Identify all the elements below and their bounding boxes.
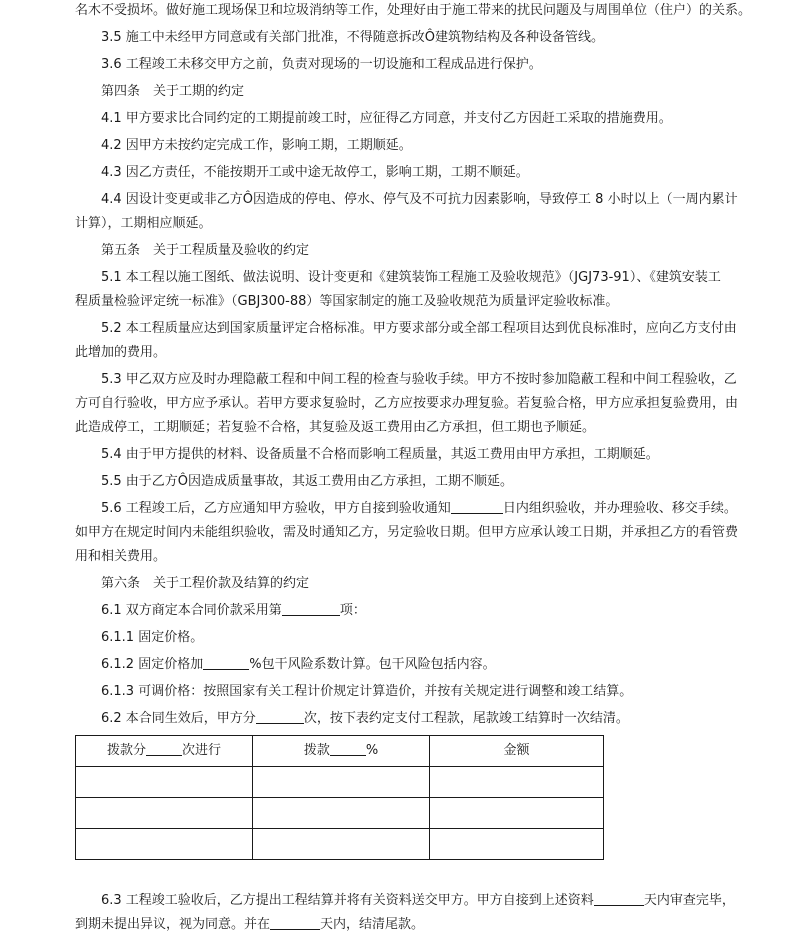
text-segment: 6.3 工程竣工验收后，乙方提出工程结算并将有关资料送交甲方。甲方自接到上述资料	[101, 893, 594, 908]
text-segment: 到期未提出异议，视为同意。并在	[75, 917, 271, 932]
table-cell	[76, 798, 253, 829]
table-cell	[76, 829, 253, 860]
text-segment: 项：	[339, 603, 366, 618]
clause-3-5: 3.5 施工中未经甲方同意或有关部门批准，不得随意拆改Ô建筑物结构及各种设备管线。	[101, 30, 605, 45]
table-cell	[430, 829, 604, 860]
header-text: 拨款分	[106, 743, 146, 758]
payment-table	[75, 735, 604, 860]
clause-4-3: 4.3 因乙方责任，不能按期开工或中途无故停工，影响工期，工期不顺延。	[101, 165, 529, 180]
header-text: %	[365, 743, 379, 758]
fill-blank	[256, 709, 304, 724]
table-header-row	[76, 736, 604, 767]
table-cell	[253, 767, 430, 798]
clause-5-6	[101, 499, 737, 519]
clause-5-1-cont: 程质量检验评定统一标准》（GBJ300-88）等国家制定的施工及验收规范为质量评定验收标准。	[75, 294, 619, 309]
text-segment: 天内，结清尾款。	[320, 917, 425, 932]
header-amount: 金额	[430, 736, 604, 767]
clause-6-1-3: 6.1.3 可调价格：按照国家有关工程计价规定计算造价，并按有关规定进行调整和竣工结算。	[101, 684, 633, 699]
clause-5-6-cont2: 用和相关费用。	[75, 549, 167, 564]
text-segment: 日内组织验收，并办理验收、移交手续。	[502, 501, 737, 516]
fill-blank	[270, 915, 320, 930]
fill-blank	[451, 499, 503, 514]
text-segment: 天内审查完毕，	[643, 893, 735, 908]
clause-5-3: 5.3 甲乙双方应及时办理隐蔽工程和中间工程的检查与验收手续。甲方不按时参加隐蔽工程和中间工程验收，乙	[101, 372, 737, 387]
section-heading-5: 第五条 关于工程质量及验收的约定	[101, 243, 310, 258]
header-installments	[76, 736, 253, 767]
table-cell	[430, 798, 604, 829]
table-row	[76, 798, 604, 829]
text-segment: 5.6 工程竣工后，乙方应通知甲方验收，甲方自接到验收通知	[101, 501, 451, 516]
fill-blank	[203, 655, 249, 670]
text-segment: 6.2 本合同生效后，甲方分	[101, 711, 256, 726]
clause-6-1-1: 6.1.1 固定价格。	[101, 630, 204, 645]
fill-blank	[330, 741, 366, 756]
section-heading-6: 第六条 关于工程价款及结算的约定	[101, 576, 310, 591]
table-cell	[76, 767, 253, 798]
clause-6-1	[101, 601, 720, 621]
table-cell	[430, 767, 604, 798]
clause-6-1-2	[101, 655, 720, 675]
clause-3-6: 3.6 工程竣工未移交甲方之前，负责对现场的一切设施和工程成品进行保护。	[101, 57, 542, 72]
fill-blank	[282, 601, 340, 616]
clause-5-3-cont1: 方可自行验收，甲方应予承认。若甲方要求复验时，乙方应按要求办理复验。若复验合格，甲方应承担复验费用，由	[75, 396, 739, 411]
clause-6-3-cont	[75, 915, 720, 935]
table-cell	[253, 829, 430, 860]
clause-5-2: 5.2 本工程质量应达到国家质量评定合格标准。甲方要求部分或全部工程项目达到优良标准时，应向乙方支付由	[101, 321, 737, 336]
clause-5-5: 5.5 由于乙方Ô因造成质量事故，其返工费用由乙方承担，工期不顺延。	[101, 474, 514, 489]
clause-5-4: 5.4 由于甲方提供的材料、设备质量不合格而影响工程质量，其返工费用由甲方承担，工期顺延。	[101, 447, 659, 462]
header-text: 次进行	[182, 743, 222, 758]
paragraph-line: 名木不受损坏。做好施工现场保卫和垃圾消纳等工作，处理好由于施工带来的扰民问题及与周围单位（住户）的关系。	[75, 3, 752, 18]
clause-5-2-cont: 此增加的费用。	[75, 345, 167, 360]
clause-4-1: 4.1 甲方要求比合同约定的工期提前竣工时，应征得乙方同意，并支付乙方因赶工采取的措施费用。	[101, 111, 672, 126]
clause-4-4: 4.4 因设计变更或非乙方Ô因造成的停电、停水、停气及不可抗力因素影响，导致停工 8 小时以上（一周内累计	[101, 192, 738, 207]
clause-4-4-cont: 计算），工期相应顺延。	[75, 216, 212, 231]
table-row	[76, 829, 604, 860]
clause-5-1: 5.1 本工程以施工图纸、做法说明、设计变更和《建筑装饰工程施工及验收规范》（JGJ73-91）、《建筑安装工	[101, 270, 721, 285]
table-row	[76, 767, 604, 798]
clause-5-3-cont2: 此造成停工，工期顺延；若复验不合格，其复验及返工费用由乙方承担，但工期也予顺延。	[75, 420, 596, 435]
clause-6-2	[101, 709, 720, 729]
clause-6-3	[101, 891, 735, 911]
fill-blank	[594, 891, 644, 906]
clause-5-6-cont1: 如甲方在规定时间内未能组织验收，需及时通知乙方，另定验收日期。但甲方应承认竣工日期，并承担乙方的看管费	[75, 525, 739, 540]
header-text: 拨款	[303, 743, 330, 758]
fill-blank	[146, 741, 182, 756]
text-segment: 6.1 双方商定本合同价款采用第	[101, 603, 282, 618]
text-segment: 次，按下表约定支付工程款，尾款竣工结算时一次结清。	[303, 711, 629, 726]
text-segment: %包干风险系数计算。包干风险包括内容。	[249, 657, 496, 672]
header-percent	[253, 736, 430, 767]
text-segment: 6.1.2 固定价格加	[101, 657, 204, 672]
clause-4-2: 4.2 因甲方未按约定完成工作，影响工期，工期顺延。	[101, 138, 412, 153]
table-cell	[253, 798, 430, 829]
section-heading-4: 第四条 关于工期的约定	[101, 84, 245, 99]
